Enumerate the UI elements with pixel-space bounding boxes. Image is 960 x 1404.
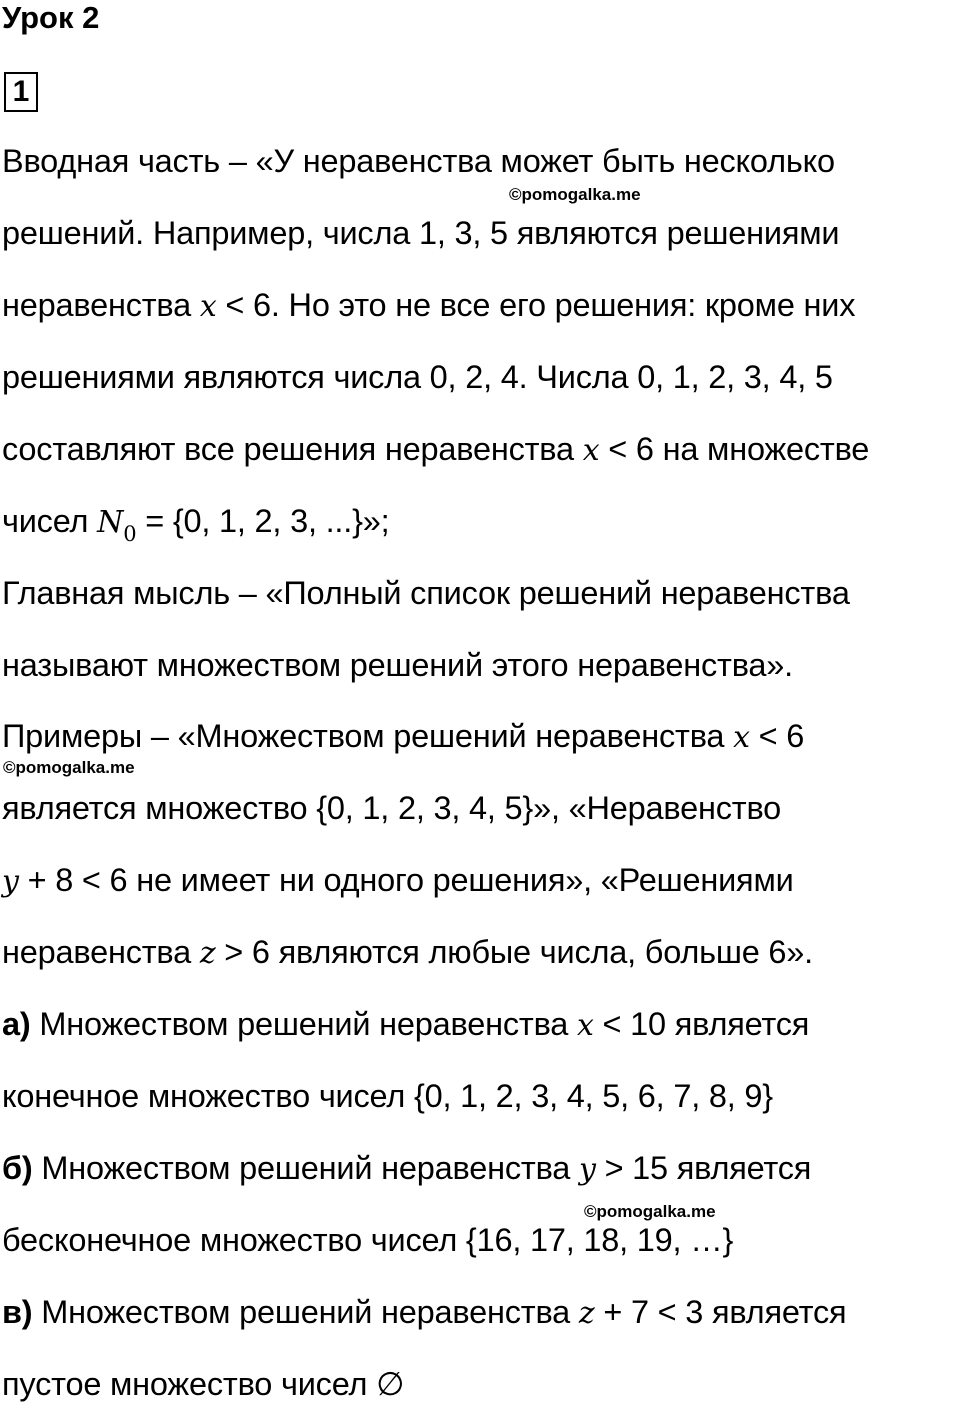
text-segment: Примеры – «Множеством решений неравенства <box>2 718 734 754</box>
math-variable-x: x <box>733 720 750 755</box>
text-segment: пустое множество чисел <box>2 1366 377 1402</box>
text-line-3 <box>2 285 855 327</box>
answer-label-b: б) <box>2 1150 33 1186</box>
text-line-1: Вводная часть – «У неравенства может быть несколько <box>2 143 835 179</box>
watermark-3: ©pomogalka.me <box>584 1202 716 1221</box>
answer-c-line-1 <box>2 1292 846 1334</box>
text-segment: < 6 на множестве <box>599 431 870 467</box>
text-segment: чисел <box>2 503 98 539</box>
text-segment: = {0, 1, 2, 3, ...}»; <box>136 503 390 539</box>
task-number-box: 1 <box>4 72 38 112</box>
text-segment: > 6 являются любые числа, больше 6». <box>215 934 814 970</box>
answer-a-line-1 <box>2 1004 809 1046</box>
math-variable-y: y <box>578 1152 596 1187</box>
text-segment: Множеством решений неравенства <box>32 1150 579 1186</box>
lesson-title: Урок 2 <box>2 0 100 35</box>
text-line-5 <box>2 429 869 471</box>
math-variable-x: x <box>199 289 217 324</box>
text-segment: > 15 является <box>595 1150 812 1186</box>
text-line-4: решениями являются числа 0, 2, 4. Числа 0, 1, 2, 3, 4, 5 <box>2 359 833 395</box>
math-variable-x: x <box>582 433 600 468</box>
math-subscript: 0 <box>123 522 137 546</box>
empty-set-symbol: ∅ <box>376 1366 405 1402</box>
answer-c-line-2 <box>2 1364 404 1404</box>
text-line-9 <box>2 716 804 758</box>
text-segment: Множеством решений неравенства <box>32 1294 579 1330</box>
text-segment: составляют все решения неравенства <box>2 431 583 467</box>
answer-b-line-1 <box>2 1148 811 1190</box>
text-segment: неравенства <box>2 934 200 970</box>
text-segment: Множеством решений неравенства <box>30 1006 577 1042</box>
text-line-6 <box>2 501 389 545</box>
math-variable-x: x <box>576 1008 594 1043</box>
answer-a-line-2: конечное множество чисел {0, 1, 2, 3, 4, 5, 6, 7, 8, 9} <box>2 1078 773 1114</box>
text-line-10: является множество {0, 1, 2, 3, 4, 5}», «Неравенство <box>2 790 782 826</box>
answer-label-a: а) <box>2 1006 31 1042</box>
answer-b-line-2: бесконечное множество чисел {16, 17, 18, 19, …} <box>2 1222 734 1258</box>
text-line-11 <box>2 860 794 902</box>
text-segment: + 7 < 3 является <box>594 1294 847 1330</box>
text-segment: + 8 < 6 не имеет ни одного решения», «Решениями <box>18 862 794 898</box>
text-line-12 <box>2 932 813 974</box>
math-variable-y: y <box>2 864 19 899</box>
watermark-2: ©pomogalka.me <box>3 758 135 777</box>
text-segment: неравенства <box>2 287 200 323</box>
math-variable-z: z <box>199 936 216 971</box>
text-segment: < 10 является <box>593 1006 810 1042</box>
text-line-2: решений. Например, числа 1, 3, 5 являются решениями <box>2 215 840 251</box>
math-variable-n: N <box>97 505 124 540</box>
answer-label-c: в) <box>2 1294 33 1330</box>
text-segment: < 6 <box>749 718 805 754</box>
text-line-8: называют множеством решений этого неравенства». <box>2 647 793 683</box>
math-variable-z: z <box>578 1296 595 1331</box>
watermark-1: ©pomogalka.me <box>509 185 641 204</box>
text-segment: < 6. Но это не все его решения: кроме них <box>216 287 856 323</box>
text-line-7: Главная мысль – «Полный список решений неравенства <box>2 575 850 611</box>
